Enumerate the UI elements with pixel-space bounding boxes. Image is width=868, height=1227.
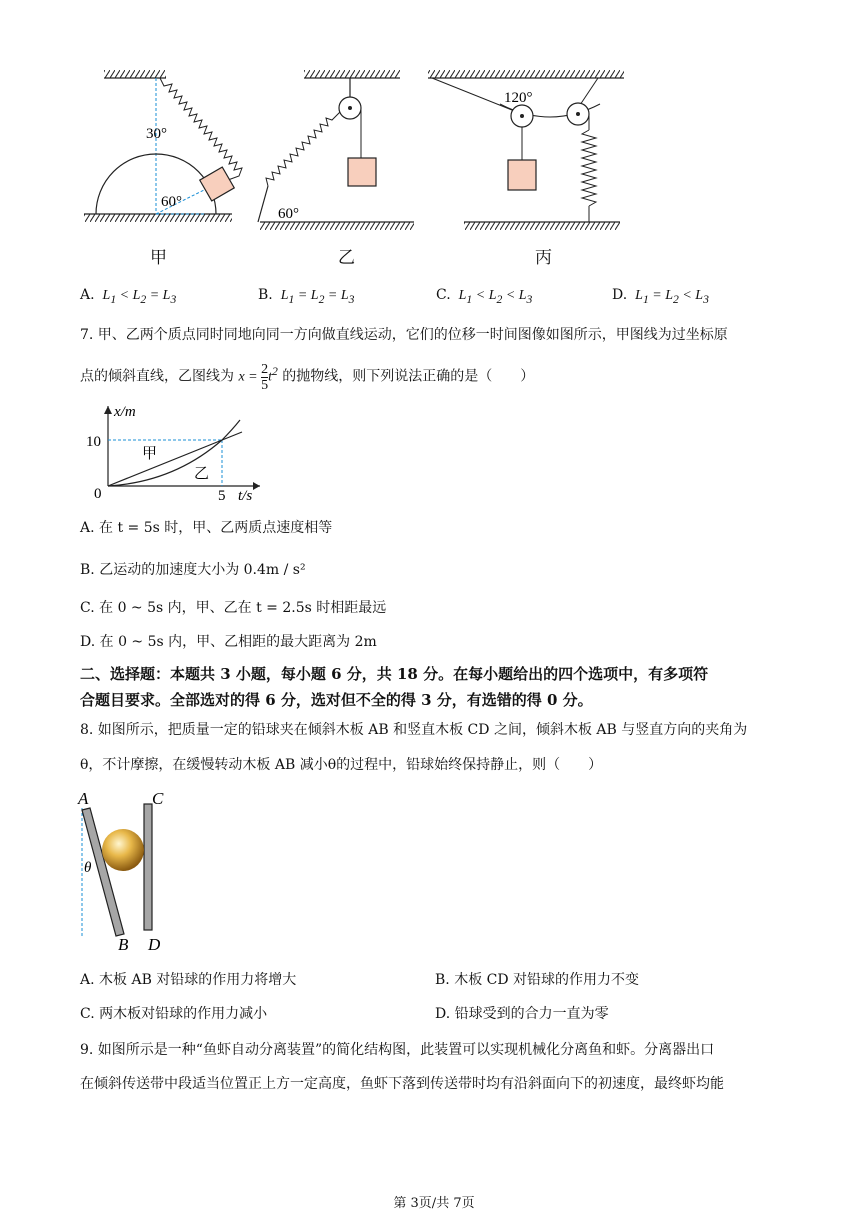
- q9-stem-line1: 9. 如图所示是一种“鱼虾自动分离装置”的简化结构图，此装置可以实现机械化分离鱼和虾。分离器出口: [80, 1042, 715, 1058]
- label-d: D: [148, 935, 161, 954]
- q8-stem-line1: 8. 如图所示，把质量一定的铅球夹在倾斜木板 AB 和竖直木板 CD 之间，倾斜木板 AB 与竖直方向的夹角为: [80, 722, 748, 738]
- q8-option-b: B. 木板 CD 对铅球的作用力不变: [435, 972, 640, 988]
- q8-stem-line2: θ，不计摩擦，在缓慢转动木板 AB 减小θ的过程中，铅球始终保持静止，则（ ）: [80, 757, 603, 773]
- q8-option-d: D. 铅球受到的合力一直为零: [435, 1006, 609, 1022]
- q7-option-c: C. 在 0 ~ 5s 内，甲、乙在 t = 2.5s 时相距最远: [80, 600, 387, 616]
- y-tick-10: 10: [86, 434, 101, 450]
- q7-stem-line1: 7. 甲、乙两个质点同时同地向同一方向做直线运动，它们的位移一时间图像如图所示，甲图线为过坐标原: [80, 327, 728, 343]
- angle-bing: 120°: [504, 90, 533, 106]
- q8-figure: [74, 786, 184, 956]
- origin-label: 0: [94, 486, 102, 502]
- figure-q6: [60, 62, 650, 272]
- block-bing: [508, 160, 536, 190]
- caption-jia: 甲: [150, 248, 167, 268]
- section2-header-line2: 合题目要求。全部选对的得 6 分，选对但不全的得 3 分，有选错的得 0 分。: [80, 691, 593, 709]
- q6-option-d: D. $L_1 = L_2 < L_3$: [612, 287, 709, 306]
- q7-option-b: B. 乙运动的加速度大小为 0.4m / s²: [80, 562, 306, 578]
- x-axis-label: t/s: [238, 488, 253, 504]
- page-footer: 第 3页/共 7页: [393, 1196, 475, 1211]
- figure-jia: [84, 70, 242, 222]
- angle-jia-bottom: 60°: [161, 194, 182, 210]
- label-theta: θ: [84, 860, 92, 876]
- q7-option-a: A. 在 t = 5s 时，甲、乙两质点速度相等: [80, 520, 333, 536]
- q8-option-a: A. 木板 AB 对铅球的作用力将增大: [80, 972, 297, 988]
- caption-bing: 丙: [535, 248, 552, 268]
- spring-jia: [160, 78, 242, 180]
- q8-option-c: C. 两木板对铅球的作用力减小: [80, 1006, 268, 1022]
- spring-bing: [582, 130, 596, 206]
- caption-yi: 乙: [338, 248, 355, 268]
- q7-option-d: D. 在 0 ~ 5s 内，甲、乙相距的最大距离为 2m: [80, 634, 377, 650]
- angle-jia-top: 30°: [146, 126, 167, 142]
- curve-yi: [108, 420, 240, 486]
- label-jia: 甲: [142, 446, 158, 462]
- spring-yi: [266, 112, 340, 186]
- block-jia: [200, 167, 235, 201]
- lead-ball: [102, 829, 144, 871]
- label-b: B: [118, 935, 129, 954]
- block-yi: [348, 158, 376, 186]
- label-yi: 乙: [194, 466, 210, 482]
- q9-stem-line2: 在倾斜传送带中段适当位置正上方一定高度，鱼虾下落到传送带时均有沿斜面向下的初速度，最终虾均能: [80, 1076, 724, 1092]
- figure-yi: [258, 70, 414, 230]
- figure-bing: [428, 70, 624, 230]
- q7-stem-line2: 点的倾斜直线，乙图线为 x = $\frac{2}{5}$ $t^2$ 的抛物线，则下列说法正确的是（ ）: [80, 362, 535, 393]
- q6-option-b: B. $L_1 = L_2 = L_3$: [258, 287, 355, 306]
- label-a: A: [78, 789, 89, 808]
- board-cd: [144, 804, 152, 930]
- q6-option-c: C. $L_1 < L_2 < L_3$: [436, 287, 533, 306]
- section2-header-line1: 二、选择题：本题共 3 小题，每小题 6 分，共 18 分。在每小题给出的四个选项中，有多项符: [80, 665, 709, 683]
- q6-option-a: A. $L_1 < L_2 = L_3$: [80, 287, 177, 306]
- y-axis-label: x/m: [114, 404, 136, 420]
- angle-yi: 60°: [278, 206, 299, 222]
- label-c: C: [152, 789, 164, 808]
- x-tick-5: 5: [218, 488, 226, 504]
- q7-graph: [84, 402, 264, 508]
